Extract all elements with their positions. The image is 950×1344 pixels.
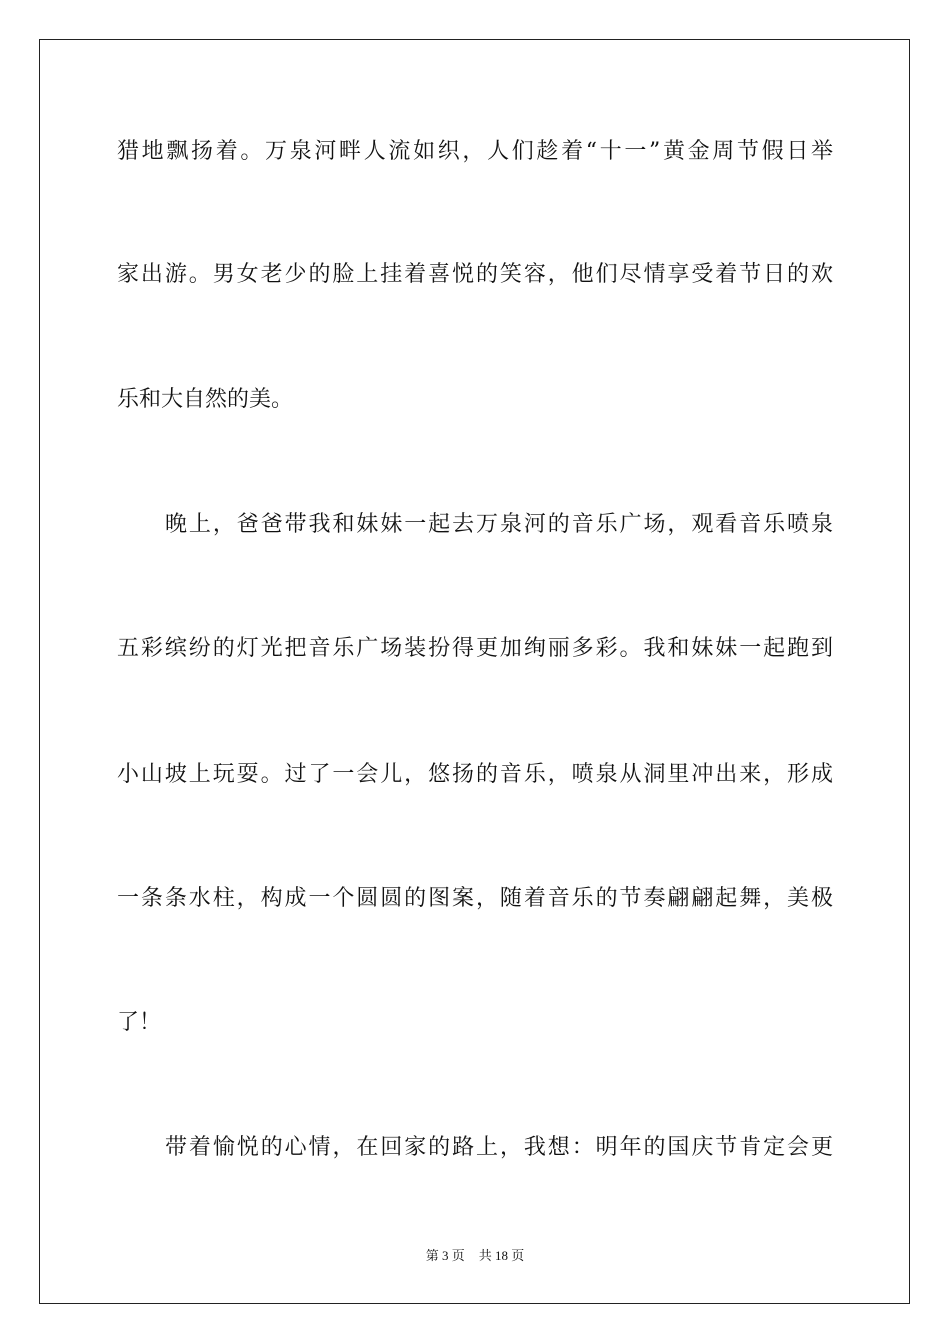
text-line: 乐和大自然的美。 (117, 387, 294, 412)
page-border (39, 39, 910, 1304)
text-line: 五彩缤纷的灯光把音乐广场装扮得更加绚丽多彩。我和妹妹一起跑到 (117, 636, 833, 661)
text-line: 猎地飘扬着。万泉河畔人流如织，人们趁着“十一”黄金周节假日举 (117, 139, 833, 164)
paragraph-start-line: 晚上，爸爸带我和妹妹一起去万泉河的音乐广场，观看音乐喷泉 (165, 512, 833, 537)
text-line: 家出游。男女老少的脸上挂着喜悦的笑容，他们尽情享受着节日的欢 (117, 262, 833, 287)
text-line: 小山坡上玩耍。过了一会儿，悠扬的音乐，喷泉从洞里冲出来，形成 (117, 762, 833, 787)
text-line: 了！ (117, 1010, 162, 1035)
page-number: 第 3 页 (425, 1248, 465, 1263)
page-footer (0, 1245, 950, 1264)
paragraph-start-line: 带着愉悦的心情，在回家的路上，我想：明年的国庆节肯定会更 (165, 1135, 833, 1160)
text-line: 一条条水柱，构成一个圆圆的图案，随着音乐的节奏翩翩起舞，美极 (117, 886, 833, 911)
total-pages: 共 18 页 (478, 1248, 525, 1263)
